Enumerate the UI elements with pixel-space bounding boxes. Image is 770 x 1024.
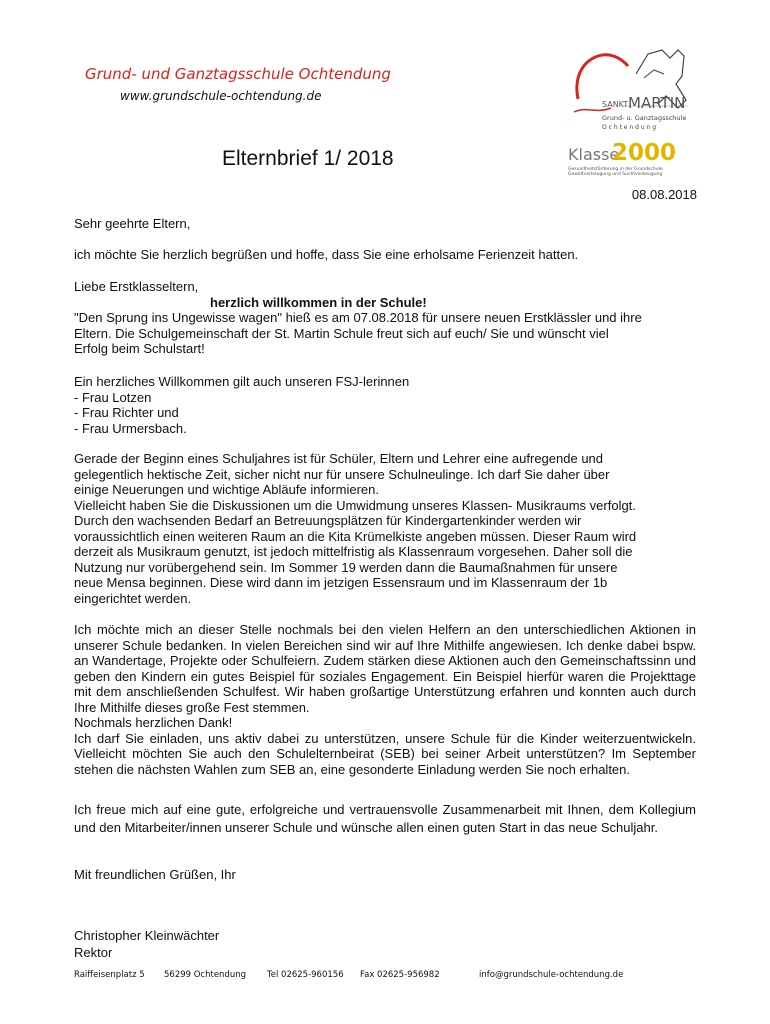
klasse-subtitle-1: Gesundheitsförderung in der Grundschule — [568, 167, 663, 172]
thanks-section — [74, 622, 696, 777]
changes-line: voraussichtlich einen weiteren Raum an die Kita Krümelkiste angeben müssen. Dieser Raum wird — [74, 528, 637, 544]
first-graders-section — [74, 279, 696, 357]
footer-address: Raiffeisenplatz 5 — [74, 970, 145, 980]
footer-city: 56299 Ochtendung — [164, 970, 247, 980]
welcome-heading: herzlich willkommen in der Schule! — [210, 294, 427, 310]
klasse-subtitle-2: Gewaltvorbeugung und Suchtvorbeugung — [568, 172, 663, 177]
first-graders-line: "Den Sprung ins Ungewisse wagen" hieß es am 07.08.2018 für unsere neuen Erstklässler und ihre — [74, 310, 642, 325]
signer-role: Rektor — [74, 945, 113, 960]
school-website: www.grundschule-ochtendung.de — [120, 89, 322, 103]
fsj-section — [74, 374, 696, 436]
thanks-text: Ich möchte mich an dieser Stelle nochmals bei den vielen Helfern an den unterschiedlichen Aktionen in unserer Schule bedanken. In vielen Bereichen sind wir auf Ihre Mithilfe angewiesen. Ich denke dabei bspw. an Wandertage, Projekte oder Schulfeiern. Zudem stärken diese Aktionen auch den Gemeinschaftssinn und geben den Kindern ein gutes Beispiel für soziales Engagement. Ein Beispiel hierfür waren die Projekttage mit dem anschließenden Schulfest. Wir haben großartige Unterstützung erfahren und konnten auch durch Ihre Mithilfe dieses große Fest stemmen. — [74, 622, 696, 715]
changes-line: gelegentlich hektische Zeit, sicher nicht nur für unsere Schulneulinge. Ich darf Sie daher über — [74, 466, 610, 482]
changes-line: derzeit als Musikraum genutzt, ist jedoch mittelfristig als Klassenraum vorgesehen. Daher soll die — [74, 544, 633, 559]
logo-martin: MARTIN — [628, 94, 686, 112]
footer-email[interactable]: info@grundschule-ochtendung.de — [479, 970, 624, 980]
logo-town: O c h t e n d u n g — [602, 124, 657, 131]
fsj-name: - Frau Lotzen — [74, 389, 152, 405]
changes-line: Vielleicht haben Sie die Diskussionen um die Umwidmung unseres Klassen- Musikraums verfolgt. — [74, 497, 636, 513]
first-graders-line: Erfolg beim Schulstart! — [74, 341, 205, 356]
fsj-name: - Frau Urmersbach. — [74, 420, 187, 436]
changes-line: Durch den wachsenden Bedarf an Betreuungsplätzen für Kindergartenkinder werden wir — [74, 513, 582, 528]
outlook-text: Ich freue mich auf eine gute, erfolgreiche und vertrauensvolle Zusammenarbeit mit Ihnen, dem Kollegium und den Mitarbeiter/innen unserer Schule und wünsche allen einen guten Start in das neue Schuljahr. — [74, 802, 696, 835]
intro-text: ich möchte Sie herzlich begrüßen und hoffe, dass Sie eine erholsame Ferienzeit hatten. — [74, 247, 579, 262]
changes-line: Nutzung nur vorübergehend sein. Im Sommer 19 werden dann die Baumaßnahmen für unsere — [74, 559, 618, 575]
fsj-intro: Ein herzliches Willkommen gilt auch unseren FSJ-lerinnen — [74, 374, 410, 389]
klasse2000-logo — [568, 140, 678, 185]
first-graders-line: Eltern. Die Schulgemeinschaft der St. Martin Schule freut sich auf euch/ Sie und wünscht viel — [74, 325, 609, 341]
school-logo — [566, 44, 706, 139]
closing: Mit freundlichen Grüßen, Ihr — [74, 867, 236, 882]
changes-section — [74, 451, 696, 606]
footer-fax: Fax 02625-956982 — [360, 970, 440, 980]
letter-date: 08.08.2018 — [631, 187, 697, 202]
signature-block — [74, 927, 696, 961]
logo-sankt: SANKT — [602, 100, 629, 109]
changes-line: einige Neuerungen und wichtige Abläufe informieren. — [74, 482, 379, 497]
signer-name: Christopher Kleinwächter — [74, 928, 220, 943]
klasse-word: Klasse — [568, 145, 620, 164]
klasse-subtitle — [568, 167, 663, 177]
salutation: Sehr geehrte Eltern, — [74, 216, 191, 231]
changes-line: Gerade der Beginn eines Schuljahres ist für Schüler, Eltern und Lehrer eine aufregende und — [74, 451, 604, 466]
changes-line: neue Mensa beginnen. Diese wird dann im jetzigen Essensraum und im Klassenraum der 1b — [74, 575, 608, 590]
seb-text: Ich darf Sie einladen, uns aktiv dabei zu unterstützen, unsere Schule für die Kinder weiterzuentwickeln. Vielleicht möchten Sie auch den Schulelternbeirat (SEB) bei seiner Arbeit unterstützen? Im September stehen die nächsten Wahlen zum SEB an, eine gesonderte Einladung werden Sie noch erhalten. — [74, 730, 696, 777]
logo-school-type: Grund- u. Ganztagsschule — [602, 114, 687, 122]
first-graders-greeting: Liebe Erstklasseltern, — [74, 279, 199, 294]
thanks-closing: Nochmals herzlichen Dank! — [74, 715, 233, 730]
letter-title: Elternbrief 1/ 2018 — [222, 147, 394, 170]
footer-tel: Tel 02625-960156 — [267, 970, 344, 980]
klasse-number: 2000 — [612, 140, 677, 166]
school-name: Grund- und Ganztagsschule Ochtendung — [85, 65, 391, 83]
fsj-name: - Frau Richter und — [74, 405, 179, 420]
changes-line: eingerichtet werden. — [74, 590, 192, 606]
